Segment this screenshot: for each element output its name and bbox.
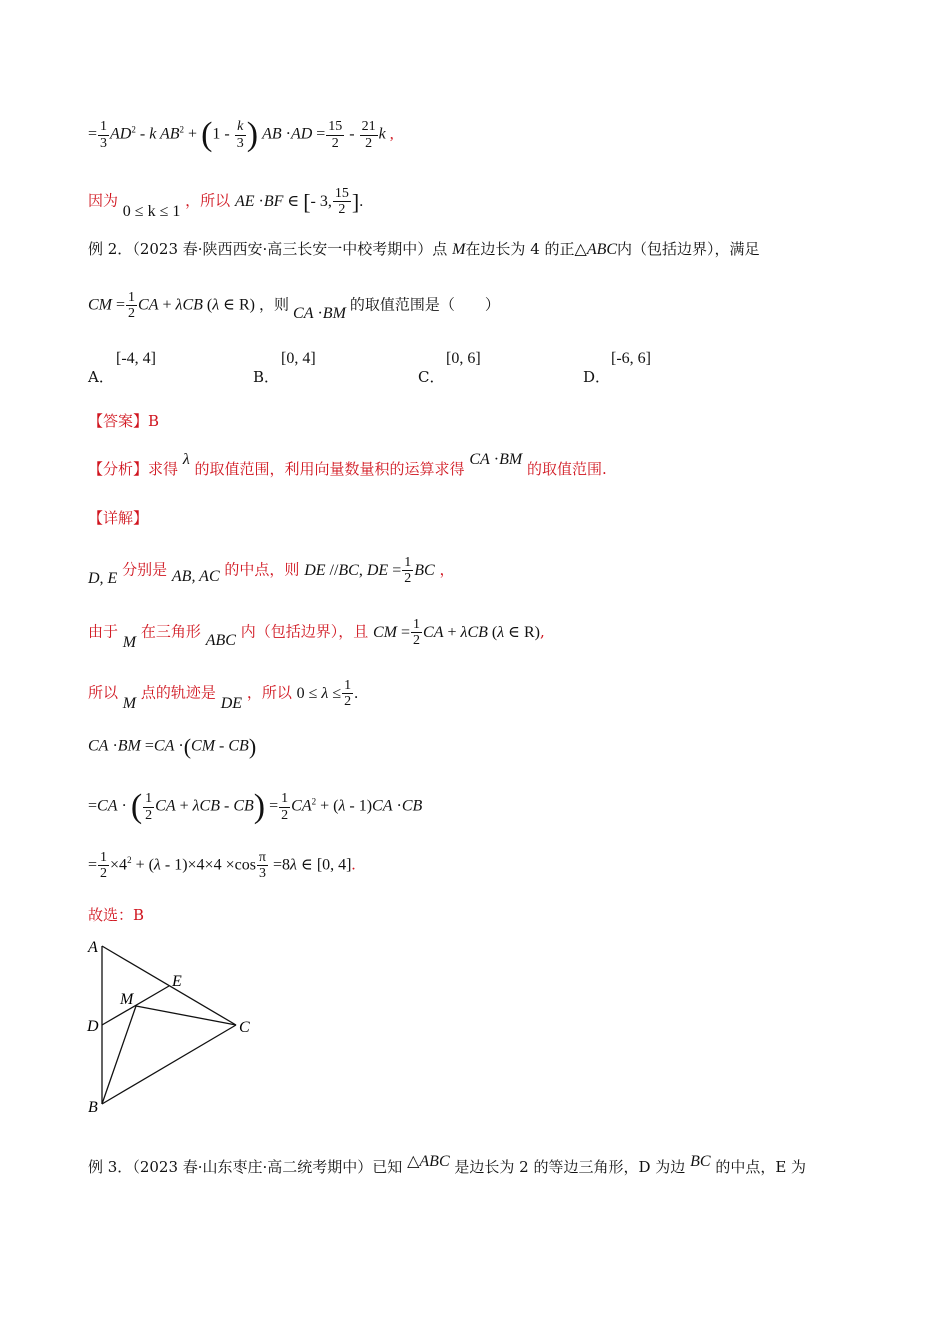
because-text: 因为 [88, 191, 119, 210]
option-a[interactable]: A． [88, 368, 114, 386]
example-2-condition: CM = $\frac{1}{2}$ CA + λCB (λ ∈ R) ，则 CA ·BM 的取值范围是（ ） [88, 290, 500, 322]
so-text: ，所以 [185, 191, 231, 210]
k-range: 0 ≤ k ≤ 1 [122, 202, 181, 220]
label-b: B [88, 1099, 98, 1116]
detail-line-2: 由于 M 在三角形 ABC 内（包括边界），且 CM = $\frac{1}{2}$ CA + λCB (λ ∈ R), [88, 617, 545, 651]
label-a: A [88, 939, 98, 956]
option-d[interactable]: D． [583, 368, 611, 386]
segment-mb [102, 1006, 136, 1104]
option-c[interactable]: C． [418, 368, 445, 386]
example-3-stem: 例 3．（2023 春·山东枣庄·高二统考期中）已知 △ABC 是边长为 2 的等边三角形，D 为边 BC 的中点，E 为 [88, 1153, 807, 1176]
option-b[interactable]: B． [253, 368, 280, 386]
label-e: E [172, 973, 182, 990]
triangle-figure [84, 936, 264, 1122]
so-expr: AE ·BF ∈ [- 3, $\frac{15}{2}$ ]. [234, 186, 364, 218]
detail-line-4: CA ·BM =CA ·(CM - CB) [88, 734, 257, 759]
answer-line: 【答案】B [88, 412, 160, 430]
option-d-value: [-6, 6] [611, 350, 651, 367]
example-2-stem: 例 2．（2023 春·陕西西安·高三长安一中校考期中）点 M在边长为 4 的正△ABC内（包括边界），满足 [88, 240, 760, 258]
label-d: D [87, 1018, 99, 1035]
option-b-value: [0, 4] [281, 350, 316, 367]
segment-bc [102, 1025, 236, 1104]
because-line [88, 186, 363, 218]
detail-line-6: = $\frac{1}{2}$ $\times 4^2 + (\lambda - 1)\times 4\times 4 \times\cos$ $\frac{\pi}{3}$ =8λ ∈ [0, 4]. [88, 850, 356, 882]
detail-line-3: 所以 M 点的轨迹是 DE ，所以 0 ≤ λ ≤ $\frac{1}{2}$ . [88, 678, 359, 712]
detail-line-1: D, E 分别是 AB, AC 的中点，则 DE //BC, DE = $\frac{1}{2}$ BC ， [88, 555, 455, 587]
option-a-value: [-4, 4] [116, 350, 156, 367]
detail-tag: 【详解】 [88, 509, 149, 527]
conclusion-line: 故选：B [88, 906, 145, 924]
analysis-line: 【分析】求得 λ 的取值范围，利用向量数量积的运算求得 CA ·BM 的取值范围. [88, 451, 607, 478]
detail-line-5: =CA · ( $\frac{1}{2}$ CA + λCB - CB) = $\frac{1}{2}$ $CA^2 + (\lambda - 1)CA \cdot CB$ [88, 788, 423, 825]
label-m: M [120, 991, 134, 1008]
option-c-value: [0, 6] [446, 350, 481, 367]
segment-de [102, 986, 169, 1025]
label-c: C [239, 1019, 250, 1036]
derivation-line-1: = $\frac{1}{3}$ $AD^2$ - k $AB^2 + (1$ - $\frac{k}{3}$ ) AB ·AD = $\frac{15}{2}$ - $\frac{21}{2}$ k , [88, 116, 394, 153]
